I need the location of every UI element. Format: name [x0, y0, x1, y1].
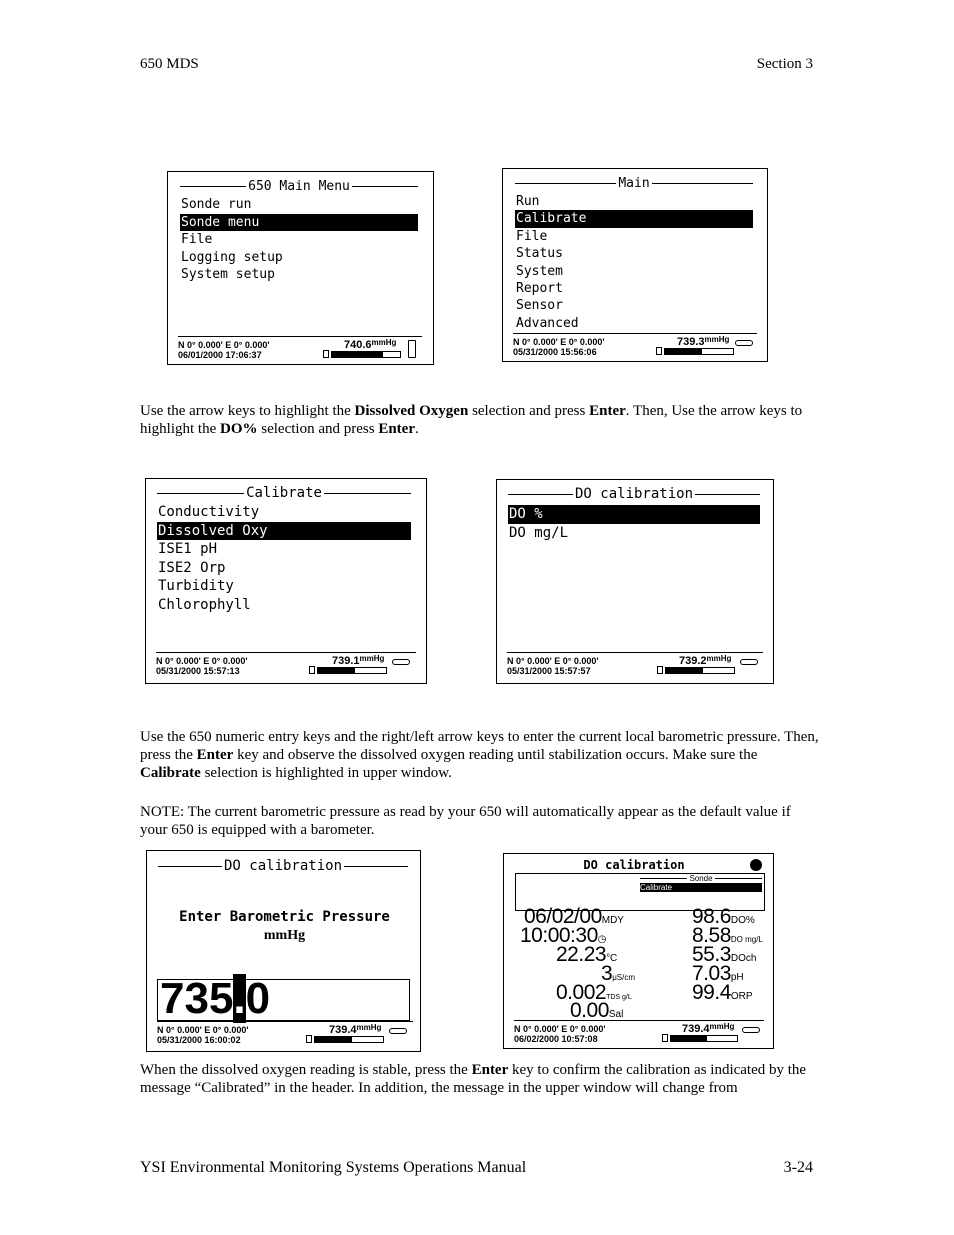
menu-item-run[interactable]: Run	[516, 194, 540, 209]
screen-title: Calibrate	[157, 485, 411, 501]
sonde-icon	[389, 1028, 407, 1034]
status-bar	[157, 1021, 413, 1050]
menu-list	[515, 193, 753, 332]
upper-window-item-calibrate[interactable]: Calibrate	[640, 883, 762, 892]
pressure-entry-field[interactable]	[157, 974, 410, 1023]
instrument-icon	[408, 340, 416, 358]
menu-item-conductivity[interactable]: Conductivity	[158, 504, 260, 520]
barometric-pressure: $739.2^{mmHg}$	[679, 654, 732, 667]
battery-indicator	[664, 348, 734, 355]
menu-item-ise1-ph[interactable]: ISE1 pH	[158, 541, 218, 558]
screen-title: Main	[515, 176, 753, 191]
menu-list	[180, 196, 418, 284]
screen-title: DO calibration	[158, 858, 408, 874]
screen-do-calibration-readings	[503, 853, 774, 1049]
sonde-icon	[392, 659, 410, 665]
upper-window-title: Sonde	[640, 874, 762, 883]
barometric-pressure: $739.3^{mmHg}$	[677, 335, 730, 348]
entry-cursor: .	[233, 974, 246, 1023]
menu-item-chlorophyll[interactable]: Chlorophyll	[158, 596, 251, 613]
menu-item-advanced[interactable]: Advanced	[516, 315, 579, 331]
instruction-paragraph-2: Use the 650 numeric entry keys and the right/left arrow keys to enter the current local barometric pressure. Then, press the Enter key and observe the dissolved oxygen reading until stabilization occurs. Make sure the Calibrate selection is highlighted in upper window.	[140, 729, 819, 781]
lock-icon	[657, 666, 663, 674]
clock-icon: ◷	[597, 934, 607, 945]
menu-item-do-mg-l[interactable]: DO mg/L	[509, 524, 569, 541]
battery-indicator	[670, 1035, 738, 1042]
menu-item-logging-setup[interactable]: Logging setup	[181, 249, 283, 265]
sonde-icon	[735, 340, 753, 346]
instruction-paragraph-4: When the dissolved oxygen reading is stable, press the Enter key to confirm the calibration as indicated by the message “Calibrated” in the header. In addition, the message in the upper window will change from	[140, 1062, 807, 1096]
menu-item-sonde-menu[interactable]: Sonde menu	[180, 214, 418, 232]
menu-item-system[interactable]: System	[516, 263, 563, 279]
date-time: 06/01/2000 17:06:37	[178, 350, 262, 360]
barometric-pressure: $739.4^{mmHg}$	[682, 1022, 735, 1035]
instruction-paragraph-1: Use the arrow keys to highlight the Dissolved Oxygen selection and press Enter. Then, Use the arrow keys to highlight the DO% selection and press Enter.	[140, 403, 803, 437]
date-time: 06/02/2000 10:57:08	[514, 1034, 598, 1044]
gps-coordinates: N 0° 0.000' E 0° 0.000'	[157, 1025, 249, 1035]
date-time: 05/31/2000 15:56:06	[513, 347, 597, 357]
lock-icon	[306, 1035, 312, 1043]
status-bar	[513, 333, 757, 360]
sonde-icon	[740, 659, 758, 665]
menu-item-ise2-orp[interactable]: ISE2 Orp	[158, 559, 226, 576]
menu-item-report[interactable]: Report	[516, 281, 563, 297]
battery-indicator	[317, 667, 387, 674]
reading-conductivity: 3μS/cm	[601, 962, 636, 985]
menu-item-dissolved-oxy[interactable]: Dissolved Oxy	[157, 522, 411, 541]
screen-do-calibration	[496, 479, 774, 684]
reading-orp: 99.4ORP	[692, 981, 753, 1004]
battery-indicator	[314, 1036, 384, 1043]
status-bar	[514, 1020, 764, 1048]
page-header-section: Section 3	[756, 56, 813, 72]
menu-item-sonde-run[interactable]: Sonde run	[181, 197, 252, 212]
screen-calibrate	[145, 478, 427, 684]
screen-enter-pressure	[146, 850, 421, 1052]
page-header-title: 650 MDS	[140, 56, 199, 72]
gps-coordinates: N 0° 0.000' E 0° 0.000'	[178, 340, 270, 350]
reading-do-percent: 98.6DO%	[692, 905, 755, 928]
reading-time: 10:00:30◷	[520, 924, 607, 947]
screen-title: DO calibration	[508, 486, 760, 502]
menu-item-file[interactable]: File	[516, 228, 548, 244]
menu-item-status[interactable]: Status	[516, 246, 563, 262]
gps-coordinates: N 0° 0.000' E 0° 0.000'	[514, 1024, 606, 1034]
date-time: 05/31/2000 15:57:13	[156, 666, 240, 676]
menu-list	[508, 505, 760, 542]
recording-dot-icon	[750, 859, 762, 871]
lock-icon	[309, 666, 315, 674]
barometric-pressure: $739.4^{mmHg}$	[329, 1023, 382, 1036]
note-paragraph: NOTE: The current barometric pressure as read by your 650 will automatically appear as the default value if your 650 is equipped with a barometer.	[140, 804, 791, 838]
lock-icon	[656, 347, 662, 355]
gps-coordinates: N 0° 0.000' E 0° 0.000'	[507, 656, 599, 666]
screen-title: DO calibration	[583, 858, 685, 872]
battery-indicator	[331, 351, 401, 358]
reading-date: 06/02/00MDY	[524, 905, 624, 928]
lock-icon	[662, 1034, 668, 1042]
menu-list	[157, 503, 411, 615]
pressure-prompt: Enter Barometric Pressure	[179, 909, 390, 925]
gps-coordinates: N 0° 0.000' E 0° 0.000'	[156, 656, 248, 666]
menu-item-calibrate[interactable]: Calibrate	[515, 210, 753, 227]
menu-item-system-setup[interactable]: System setup	[181, 267, 275, 282]
menu-item-turbidity[interactable]: Turbidity	[158, 578, 234, 595]
lock-icon	[323, 350, 329, 358]
reading-tds: 0.002TDS g/L	[556, 981, 632, 1004]
barometric-pressure: $740.6^{mmHg}$	[344, 338, 397, 351]
sonde-icon	[742, 1027, 760, 1033]
pressure-value: 735.0	[160, 974, 271, 1023]
page-number: 3-24	[783, 1159, 813, 1176]
reading-ph: 7.03pH	[692, 962, 744, 985]
menu-item-file[interactable]: File	[181, 232, 213, 247]
status-bar	[507, 652, 763, 681]
gps-coordinates: N 0° 0.000' E 0° 0.000'	[513, 337, 605, 347]
pressure-unit-label: mmHg	[263, 928, 306, 943]
date-time: 05/31/2000 16:00:02	[157, 1035, 241, 1045]
reading-do-mg-l: 8.58DO mg/L	[692, 924, 763, 947]
reading-do-charge: 55.3DOch	[692, 943, 757, 966]
status-bar	[156, 652, 416, 681]
reading-temperature: 22.23°C	[556, 943, 618, 966]
barometric-pressure: $739.1^{mmHg}$	[332, 654, 385, 667]
screen-main	[502, 168, 768, 362]
reading-salinity: 0.00Sal	[570, 999, 624, 1022]
screen-title: 650 Main Menu	[180, 179, 418, 194]
battery-indicator	[665, 667, 735, 674]
menu-item-do-percent[interactable]: DO %	[508, 505, 760, 524]
status-bar	[178, 336, 422, 363]
screen-650-main-menu	[167, 171, 434, 365]
date-time: 05/31/2000 15:57:57	[507, 666, 591, 676]
menu-item-sensor[interactable]: Sensor	[516, 298, 563, 314]
page-footer-manual-title: YSI Environmental Monitoring Systems Operations Manual	[140, 1159, 527, 1176]
